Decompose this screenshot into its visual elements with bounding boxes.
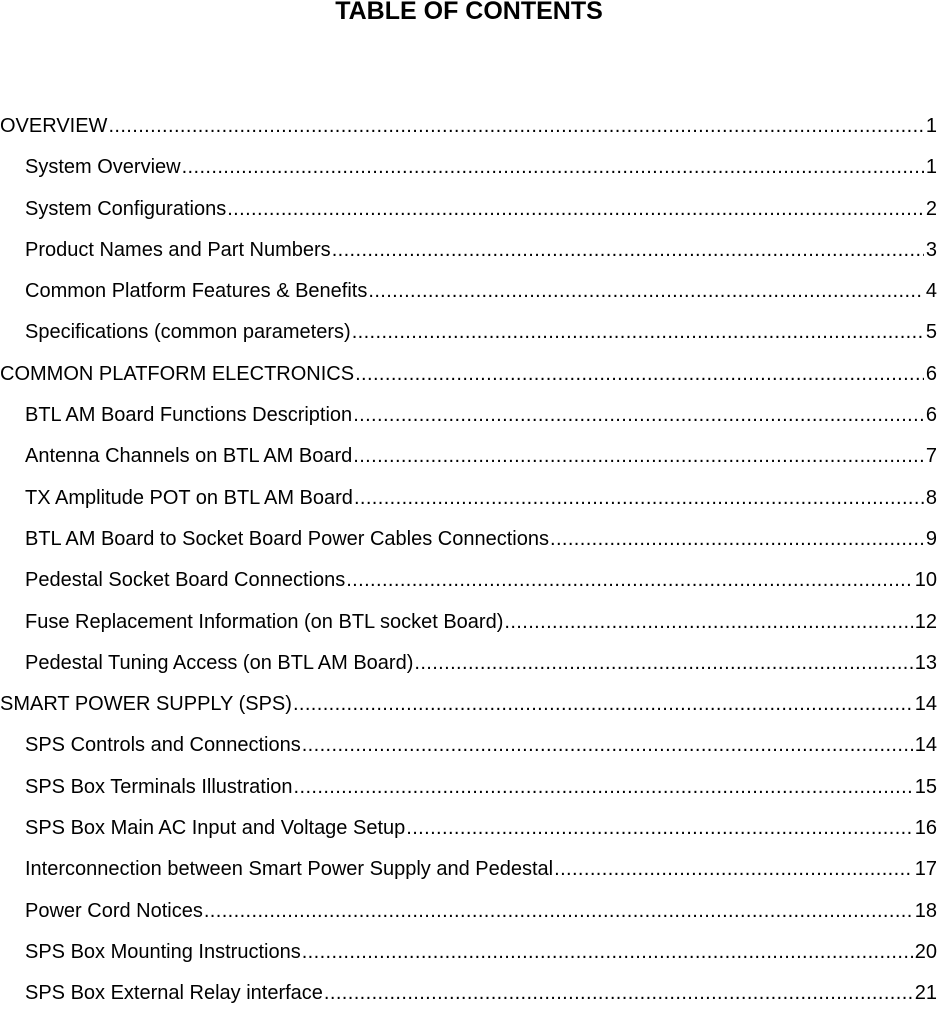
toc-subsection-entry[interactable]: [0, 522, 938, 563]
toc-dot-leader: [414, 646, 912, 680]
toc-entry-title: Pedestal Tuning Access (on BTL AM Board): [25, 651, 414, 674]
toc-dot-leader: [550, 522, 924, 556]
toc-page-number: 6: [925, 404, 937, 427]
toc-entry-title: SPS Box Mounting Instructions: [25, 940, 301, 963]
toc-entry-title: OVERVIEW: [0, 115, 108, 137]
toc-entry-title: COMMON PLATFORM ELECTRONICS: [0, 362, 355, 385]
toc-dot-leader: [204, 894, 913, 928]
toc-page-number: 4: [925, 280, 937, 303]
toc-page-number: 5: [925, 321, 937, 344]
toc-subsection-entry[interactable]: [0, 481, 938, 522]
toc-page-number: 18: [914, 899, 937, 922]
toc-subsection-entry[interactable]: [0, 233, 938, 274]
toc-subsection-entry[interactable]: [0, 770, 938, 811]
toc-subsection-entry[interactable]: [0, 315, 938, 356]
toc-page-number: 15: [914, 775, 937, 798]
toc-section-entry[interactable]: [0, 357, 938, 398]
toc-dot-leader: [504, 605, 912, 639]
toc-entry-title: SMART POWER SUPPLY (SPS): [0, 693, 292, 716]
toc-subsection-entry[interactable]: [0, 935, 938, 976]
toc-entry-title: System Configurations: [25, 197, 227, 220]
toc-subsection-entry[interactable]: [0, 646, 938, 687]
page-title: TABLE OF CONTENTS: [335, 0, 603, 25]
toc-dot-leader: [294, 770, 913, 804]
toc-entry-title: Specifications (common parameters): [25, 321, 351, 344]
toc-page-number: 17: [914, 858, 937, 881]
toc-entry-title: TX Amplitude POT on BTL AM Board: [25, 486, 353, 509]
toc-dot-leader: [227, 192, 924, 226]
toc-subsection-entry[interactable]: [0, 439, 938, 480]
toc-entry-title: BTL AM Board Functions Description: [25, 404, 353, 427]
toc-page-number: 1: [925, 115, 937, 137]
toc-entry-title: Pedestal Socket Board Connections: [25, 569, 346, 592]
toc-entry-title: SPS Box Main AC Input and Voltage Setup: [25, 817, 406, 840]
toc-page-number: 13: [914, 651, 937, 674]
toc-subsection-entry[interactable]: [0, 192, 938, 233]
toc-entry-title: Interconnection between Smart Power Supply and Pedestal: [25, 858, 554, 881]
toc-dot-leader: [324, 976, 913, 1010]
toc-dot-leader: [353, 398, 924, 432]
toc-entry-title: Fuse Replacement Information (on BTL socket Board): [25, 610, 504, 633]
toc-entry-title: Antenna Channels on BTL AM Board: [25, 445, 353, 468]
toc-entry-title: SPS Box Terminals Illustration: [25, 775, 293, 798]
toc-list: [0, 109, 938, 1018]
toc-entry-title: Power Cord Notices: [25, 899, 203, 922]
toc-page-number: 7: [925, 445, 937, 468]
toc-dot-leader: [182, 150, 924, 184]
toc-entry-title: System Overview: [25, 156, 181, 179]
toc-page-number: 16: [914, 817, 937, 840]
toc-page-number: 14: [914, 734, 937, 757]
toc-page-number: 8: [925, 486, 937, 509]
toc-dot-leader: [293, 687, 913, 721]
toc-dot-leader: [554, 852, 913, 886]
toc-page-number: 9: [925, 527, 937, 550]
toc-page-number: 21: [914, 982, 937, 1005]
toc-dot-leader: [354, 481, 924, 515]
toc-entry-title: Product Names and Part Numbers: [25, 238, 331, 261]
toc-page-number: 12: [914, 610, 937, 633]
toc-subsection-entry[interactable]: [0, 852, 938, 893]
toc-subsection-entry[interactable]: [0, 976, 938, 1017]
toc-page-number: 6: [925, 362, 937, 385]
toc-subsection-entry[interactable]: [0, 811, 938, 852]
toc-subsection-entry[interactable]: [0, 398, 938, 439]
toc-subsection-entry[interactable]: [0, 894, 938, 935]
toc-dot-leader: [332, 233, 924, 267]
toc-subsection-entry[interactable]: [0, 728, 938, 769]
toc-page-number: 20: [914, 940, 937, 963]
toc-dot-leader: [346, 563, 913, 597]
toc-subsection-entry[interactable]: [0, 274, 938, 315]
toc-page-number: 2: [925, 197, 937, 220]
toc-page-number: 1: [925, 156, 937, 179]
toc-section-entry[interactable]: [0, 109, 938, 150]
toc-page-number: 10: [914, 569, 937, 592]
toc-dot-leader: [353, 439, 924, 473]
toc-subsection-entry[interactable]: [0, 563, 938, 604]
toc-dot-leader: [302, 935, 913, 969]
toc-entry-title: SPS Controls and Connections: [25, 734, 301, 757]
toc-entry-title: SPS Box External Relay interface: [25, 982, 323, 1005]
toc-dot-leader: [352, 315, 924, 349]
toc-entry-title: BTL AM Board to Socket Board Power Cables Connections: [25, 527, 549, 550]
toc-subsection-entry[interactable]: [0, 150, 938, 191]
toc-dot-leader: [108, 109, 923, 143]
toc-subsection-entry[interactable]: [0, 605, 938, 646]
toc-dot-leader: [406, 811, 912, 845]
toc-dot-leader: [302, 728, 913, 762]
toc-page-number: 3: [925, 238, 937, 261]
toc-dot-leader: [368, 274, 924, 308]
toc-page-number: 14: [914, 693, 937, 716]
toc-section-entry[interactable]: [0, 687, 938, 728]
toc-dot-leader: [355, 357, 924, 391]
toc-entry-title: Common Platform Features & Benefits: [25, 280, 368, 303]
